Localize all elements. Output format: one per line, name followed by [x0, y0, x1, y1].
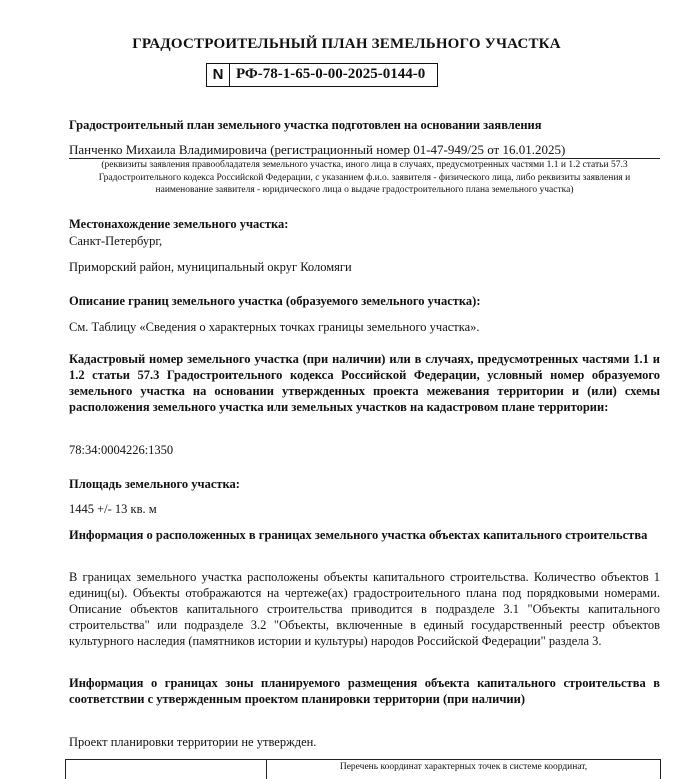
- area-value: 1445 +/- 13 кв. м: [69, 502, 157, 516]
- objects-text: В границах земельного участка расположены объекты капитального строительства. Количество объектов 1 единиц(ы). Объекты отображаются на чертеже(ах) градостроительного плана под порядковыми номерами. Описание объектов капитального строительства приводится в подразделе 3.1 "Объекты капитального строительства" или подразделе 3.2 "Объекты, включенные в единый государственный реестр объектов культурного наследия (памятников истории и культуры) народов Российской Федерации" раздела 3.: [69, 570, 660, 648]
- document-number-box: [206, 63, 438, 87]
- boundaries-heading: Описание границ земельного участка (образуемого земельного участка):: [69, 294, 481, 308]
- basis-heading: Градостроительный план земельного участка подготовлен на основании заявления: [69, 118, 542, 132]
- planning-text: Проект планировки территории не утвержден.: [69, 735, 317, 749]
- location-heading: Местонахождение земельного участка:: [69, 217, 289, 231]
- applicant-note: (реквизиты заявления правообладателя земельного участка, иного лица в случаях, предусмотренных частями 1.1 и 1.2 статьи 57.3 Градостроительного кодекса Российской Федерации, с указанием ф.и.о. заявителя - физического лица, либо реквизиты заявления и наименование заявителя - юридического лица о выдаче градостроительного плана земельного участка): [98, 160, 631, 195]
- location-city: Санкт-Петербург,: [69, 234, 163, 248]
- objects-heading: Информация о расположенных в границах земельного участка объектах капитального строительства: [69, 528, 648, 542]
- boundaries-text: См. Таблицу «Сведения о характерных точках границы земельного участка».: [69, 320, 480, 334]
- cadastral-number: 78:34:0004226:1350: [69, 443, 174, 457]
- planning-heading: Информация о границах зоны планируемого размещения объекта капитального строительства в соответствии с утвержденным проектом планировки территории (при наличии): [69, 676, 660, 706]
- location-district: Приморский район, муниципальный округ Коломяги: [69, 260, 352, 274]
- number-prefix: N: [207, 64, 230, 86]
- area-heading: Площадь земельного участка:: [69, 477, 240, 491]
- document-number: РФ-78-1-65-0-00-2025-0144-0: [236, 66, 426, 82]
- coordinates-table: [65, 759, 661, 779]
- table-header-cell: Перечень координат характерных точек в системе координат,: [339, 762, 588, 772]
- applicant-text: Панченко Михаила Владимировича (регистрационный номер 01-47-949/25 от 16.01.2025): [69, 142, 566, 157]
- document-title: ГРАДОСТРОИТЕЛЬНЫЙ ПЛАН ЗЕМЕЛЬНОГО УЧАСТКА: [132, 36, 561, 52]
- cadastral-heading: Кадастровый номер земельного участка (при наличии) или в случаях, предусмотренных частями 1.1 и 1.2 статьи 57.3 Градостроительного кодекса Российской Федерации, условный номер образуемого земельного участка на основании утвержденных проекта межевания территории и (или) схемы расположения земельного участка или земельных участков на кадастровом плане территории:: [69, 352, 660, 414]
